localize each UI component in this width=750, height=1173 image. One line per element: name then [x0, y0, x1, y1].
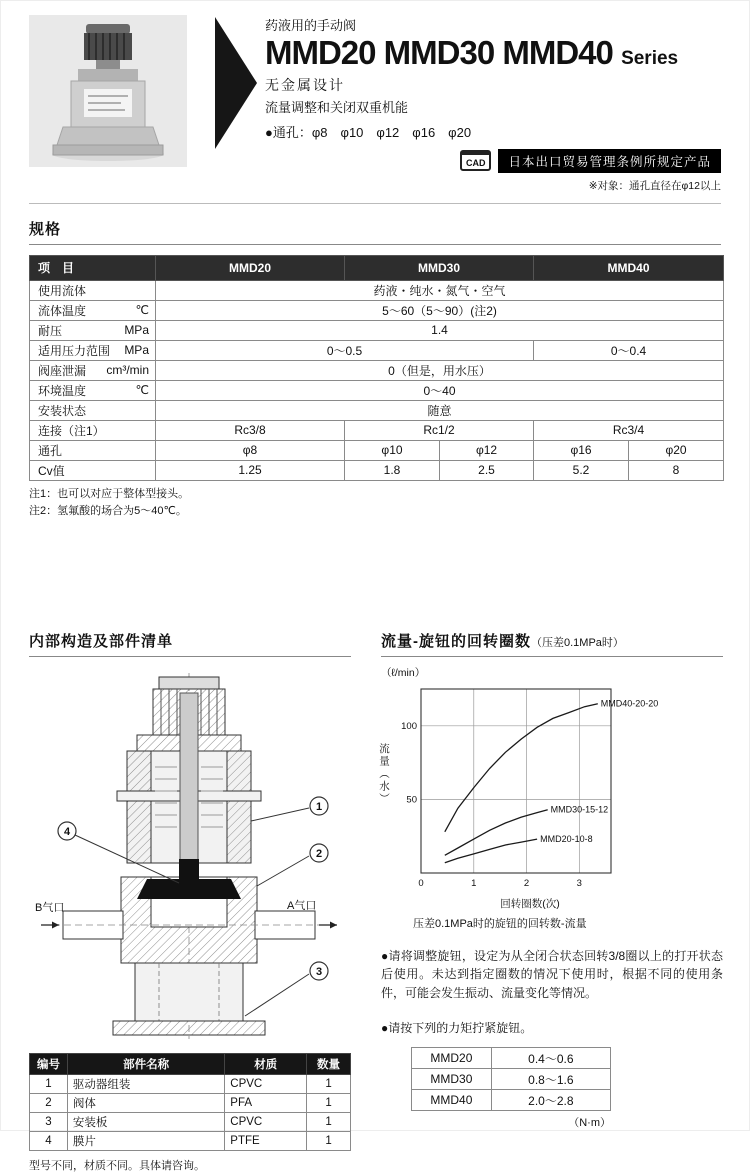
spec-cell: φ16 [534, 440, 629, 460]
spec-row-fluid-temp [30, 300, 724, 320]
x-axis-label: 回转圈数(次) [500, 897, 560, 910]
parts-cell: 1 [307, 1131, 351, 1150]
port-label-a: A气口 [287, 899, 317, 912]
spec-cell: 0～0.4 [534, 340, 724, 360]
spec-row-connection [30, 420, 724, 440]
torque-row [412, 1048, 611, 1069]
construction-diagram [29, 671, 349, 1041]
y-axis-label: 流量（水） [378, 742, 390, 806]
construction-section [29, 616, 351, 1173]
y-tick-label: 50 [406, 794, 417, 806]
parts-table [29, 1053, 351, 1151]
torque-table [411, 1047, 611, 1111]
series-line [445, 839, 537, 863]
spec-row-cv [30, 460, 724, 480]
spec-cell: Rc3/4 [534, 420, 724, 440]
spec-row-label: 安装状态 [30, 400, 156, 420]
spec-cell: φ10 [345, 440, 440, 460]
parts-cell: 3 [30, 1112, 68, 1131]
parts-cell: 膜片 [67, 1131, 224, 1150]
plot-border [421, 689, 611, 873]
torque-model: MMD40 [412, 1090, 492, 1111]
port-label-b: B气口 [35, 901, 65, 914]
feature-line-1: 无金属设计 [265, 76, 345, 93]
spec-note-1: 注1：也可以对应于整体型接头。 [29, 487, 190, 500]
parts-row [30, 1131, 351, 1150]
flow-section [378, 616, 723, 1173]
lower-section [1, 616, 749, 1173]
torque-row [412, 1069, 611, 1090]
parts-cell: CPVC [225, 1112, 307, 1131]
torque-value: 0.4～0.6 [491, 1048, 610, 1069]
parts-header-row [30, 1053, 351, 1074]
spec-cell: 8 [629, 460, 724, 480]
spec-col-mmd40: MMD40 [534, 255, 724, 280]
spec-cell: 0～0.5 [156, 340, 534, 360]
spec-cell: 5～60（5～90）(注2) [156, 300, 724, 320]
parts-row [30, 1112, 351, 1131]
spec-col-mmd20: MMD20 [156, 255, 345, 280]
spec-row-seat-leak [30, 360, 724, 380]
parts-col-material: 材质 [225, 1053, 307, 1074]
ports-line: ●通孔：φ8 φ10 φ12 φ16 φ20 [265, 124, 472, 140]
spec-row-label: 环境温度 ℃ [30, 380, 156, 400]
spec-row-label: 流体温度 ℃ [30, 300, 156, 320]
parts-col-qty: 数量 [307, 1053, 351, 1074]
spec-col-item: 项 目 [30, 255, 156, 280]
spec-cell: 随意 [156, 400, 724, 420]
spec-cell: 5.2 [534, 460, 629, 480]
series-label: MMD20-10-8 [540, 833, 593, 844]
callout-2 [257, 844, 328, 886]
specs-title: 规格 [29, 218, 721, 245]
spec-row-orifice [30, 440, 724, 460]
product-photo-graphic [29, 15, 187, 167]
specs-section [1, 218, 749, 520]
parts-col-no: 编号 [30, 1053, 68, 1074]
spec-table [29, 255, 724, 481]
svg-text:4: 4 [63, 825, 71, 838]
series-line [445, 809, 548, 855]
spec-header-row [30, 255, 724, 280]
construction-title: 内部构造及部件清单 [29, 630, 351, 657]
torque-value: 2.0～2.8 [491, 1090, 610, 1111]
feature-line-2: 流量调整和关闭双重机能 [265, 99, 409, 115]
product-subtitle: 药液用的手动阀 [265, 18, 357, 33]
spec-row-ambient-temp [30, 380, 724, 400]
parts-cell: 4 [30, 1131, 68, 1150]
spec-notes [29, 486, 721, 520]
svg-text:3: 3 [315, 965, 323, 978]
parts-note: 型号不同，材质不同。具体请咨询。 [29, 1159, 205, 1172]
trade-badge: 日本出口贸易管理条例所规定产品 [498, 149, 721, 173]
usage-note-2: ●请按下列的力矩拧紧旋钮。 [381, 1020, 533, 1035]
spec-cell: 0～40 [156, 380, 724, 400]
series-label: MMD30-15-12 [550, 804, 609, 815]
parts-cell: 1 [307, 1074, 351, 1093]
spec-row-pressure-resist [30, 320, 724, 340]
callout-1 [251, 797, 328, 821]
parts-cell: PTFE [225, 1131, 307, 1150]
spec-row-label: 耐压 MPa [30, 320, 156, 340]
spec-row-label: 使用流体 [30, 280, 156, 300]
flow-chart-svg [395, 679, 685, 895]
series-label: Series [621, 48, 679, 69]
parts-cell: 1 [307, 1112, 351, 1131]
x-tick-label: 3 [576, 877, 582, 889]
y-unit-label: （ℓ/min） [381, 666, 426, 679]
callout-3 [245, 962, 328, 1016]
series-label: MMD40-20-20 [600, 698, 659, 709]
flow-title: 流量-旋钮的回转圈数（压差0.1MPa时） [381, 630, 723, 657]
spec-cell: 1.8 [345, 460, 440, 480]
spec-cell: φ12 [440, 440, 534, 460]
parts-cell: 1 [307, 1093, 351, 1112]
spec-cell: 1.25 [156, 460, 345, 480]
spec-row-mounting [30, 400, 724, 420]
spec-row-label: 阀座泄漏 cm³/min [30, 360, 156, 380]
spec-cell: Rc1/2 [345, 420, 534, 440]
badge-row [265, 149, 721, 173]
usage-note-1: ●请将调整旋钮，设定为从全闭合状态回转3/8圈以上的打开状态后使用。未达到指定圈数的情况下使用时，根据不同的使用条件，可能会发生振动、流量变化等情况。 [381, 948, 723, 1000]
header-divider [29, 203, 721, 204]
spec-cell: 1.4 [156, 320, 724, 340]
x-tick-label: 1 [471, 877, 477, 889]
spec-cell: 0（但是，用水压） [156, 360, 724, 380]
spec-col-mmd30: MMD30 [345, 255, 534, 280]
flow-chart [378, 666, 723, 931]
torque-model: MMD30 [412, 1069, 492, 1090]
spec-row-fluid [30, 280, 724, 300]
spec-row-pressure-range [30, 340, 724, 360]
spec-row-label: Cv值 [30, 460, 156, 480]
title-block [265, 15, 721, 193]
spec-row-label: 通孔 [30, 440, 156, 460]
cad-icon [460, 150, 492, 171]
parts-cell: 2 [30, 1093, 68, 1112]
parts-cell: 1 [30, 1074, 68, 1093]
x-tick-label: 0 [418, 877, 424, 889]
svg-text:1: 1 [315, 800, 323, 813]
torque-value: 0.8～1.6 [491, 1069, 610, 1090]
parts-cell: 安装板 [67, 1112, 224, 1131]
spec-row-label: 连接（注1） [30, 420, 156, 440]
spec-cell: Rc3/8 [156, 420, 345, 440]
y-tick-label: 100 [401, 720, 417, 732]
trade-note: ※对象：通孔直径在φ12以上 [588, 179, 721, 192]
torque-model: MMD20 [412, 1048, 492, 1069]
header [1, 1, 749, 193]
parts-cell: 驱动器组装 [67, 1074, 224, 1093]
parts-col-name: 部件名称 [67, 1053, 224, 1074]
spec-cell: φ20 [629, 440, 724, 460]
spec-cell: 药液・纯水・氮气・空气 [156, 280, 724, 300]
spec-note-2: 注2：氢氟酸的场合为5～40℃。 [29, 504, 187, 517]
parts-cell: CPVC [225, 1074, 307, 1093]
spec-cell: φ8 [156, 440, 345, 460]
promo-arrow [215, 17, 257, 149]
page-title [265, 36, 721, 71]
model-names: MMD20 MMD30 MMD40 [265, 34, 613, 71]
product-photo [29, 15, 187, 193]
parts-row [30, 1093, 351, 1112]
torque-unit-label: （N·m） [568, 1117, 611, 1130]
cad-icon-label: CAD [465, 158, 486, 169]
parts-row [30, 1074, 351, 1093]
flow-title-note: （压差0.1MPa时） [531, 636, 624, 649]
chart-caption: 压差0.1MPa时的旋钮的回转数-流量 [413, 917, 587, 930]
parts-cell: PFA [225, 1093, 307, 1112]
x-tick-label: 2 [523, 877, 530, 889]
torque-row [412, 1090, 611, 1111]
svg-text:2: 2 [315, 847, 323, 860]
parts-cell: 阀体 [67, 1093, 224, 1112]
spec-row-label: 适用压力范围 MPa [30, 340, 156, 360]
spec-cell: 2.5 [440, 460, 534, 480]
